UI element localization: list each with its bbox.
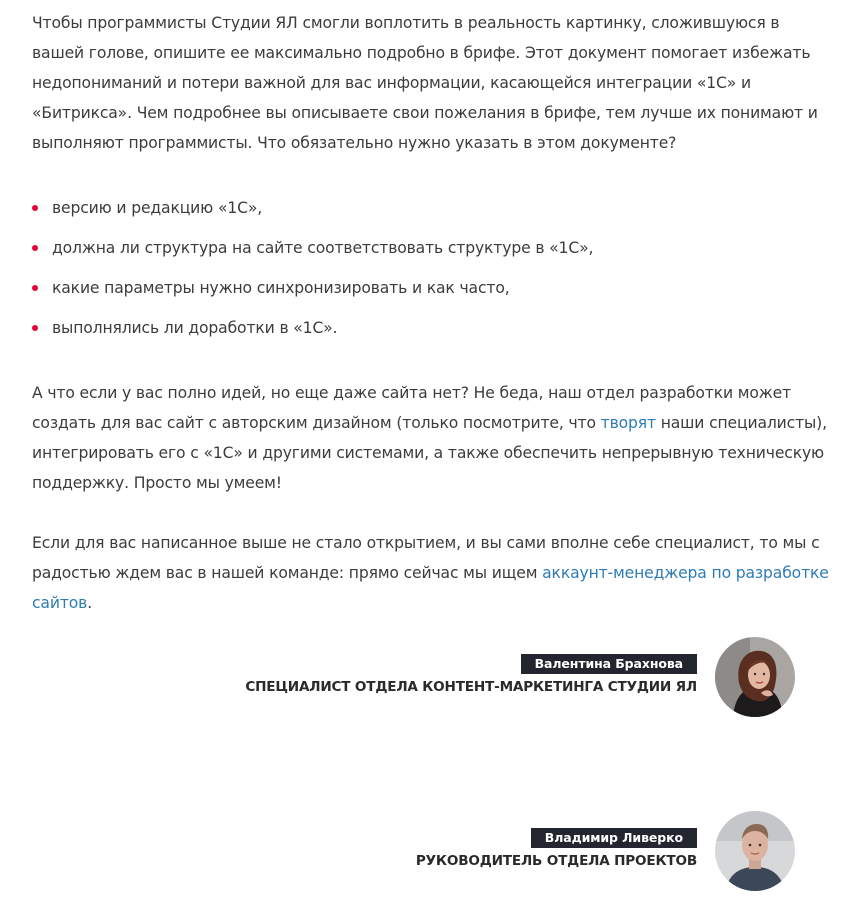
author-role: РУКОВОДИТЕЛЬ ОТДЕЛА ПРОЕКТОВ [415, 853, 697, 869]
list-item: должна ли структура на сайте соответствовать структуре в «1С», [32, 228, 832, 268]
author-info [416, 828, 697, 874]
author-name-badge: Валентина Брахнова [521, 654, 697, 674]
author-role: СПЕЦИАЛИСТ ОТДЕЛА КОНТЕНТ-МАРКЕТИНГА СТУДИИ ЯЛ [245, 679, 697, 695]
bullet-dot-icon [32, 285, 38, 291]
portrait-woman-icon [715, 637, 795, 717]
list-item: какие параметры нужно синхронизировать и как часто, [32, 268, 832, 308]
avatar [715, 637, 795, 717]
author-info [245, 654, 697, 700]
portfolio-link[interactable]: творят [600, 414, 656, 432]
author-card [416, 811, 795, 891]
bullet-dot-icon [32, 205, 38, 211]
portrait-man-icon [715, 811, 795, 891]
article-body [32, 8, 832, 618]
author-name-badge: Владимир Ливерко [531, 828, 697, 848]
bullet-dot-icon [32, 245, 38, 251]
vacancy-paragraph: Если для вас написанное выше не стало открытием, и вы сами вполне себе специалист, то мы с радостью ждем вас в нашей команде: прямо сейчас мы ищем аккаунт-менеджера по разработке сайтов. [32, 534, 829, 612]
brief-checklist [32, 188, 832, 348]
list-item: выполнялись ли доработки в «1С». [32, 308, 832, 348]
author-card [245, 637, 795, 717]
list-item: версию и редакцию «1С», [32, 188, 832, 228]
intro-paragraph: Чтобы программисты Студии ЯЛ смогли воплотить в реальность картинку, сложившуюся в вашей голове, опишите ее максимально подробно в брифе. Этот документ помогает избежать недопониманий и потери важной для вас информации, касающейся интеграции «1С» и «Битрикса». Чем подробнее вы описываете свои пожелания в брифе, тем лучше их понимают и выполняют программисты. Что обязательно нужно указать в этом документе? [32, 14, 818, 152]
bullet-dot-icon [32, 325, 38, 331]
development-paragraph: А что если у вас полно идей, но еще даже сайта нет? Не беда, наш отдел разработки может создать для вас сайт с авторским дизайном (только посмотрите, что творят наши специалисты), интегрировать его с «1С» и другими системами, а также обеспечить непрерывную техническую поддержку. Просто мы умеем! [32, 384, 827, 492]
avatar [715, 811, 795, 891]
vacancy-link[interactable]: аккаунт-менеджера по разработке сайтов [32, 564, 829, 612]
